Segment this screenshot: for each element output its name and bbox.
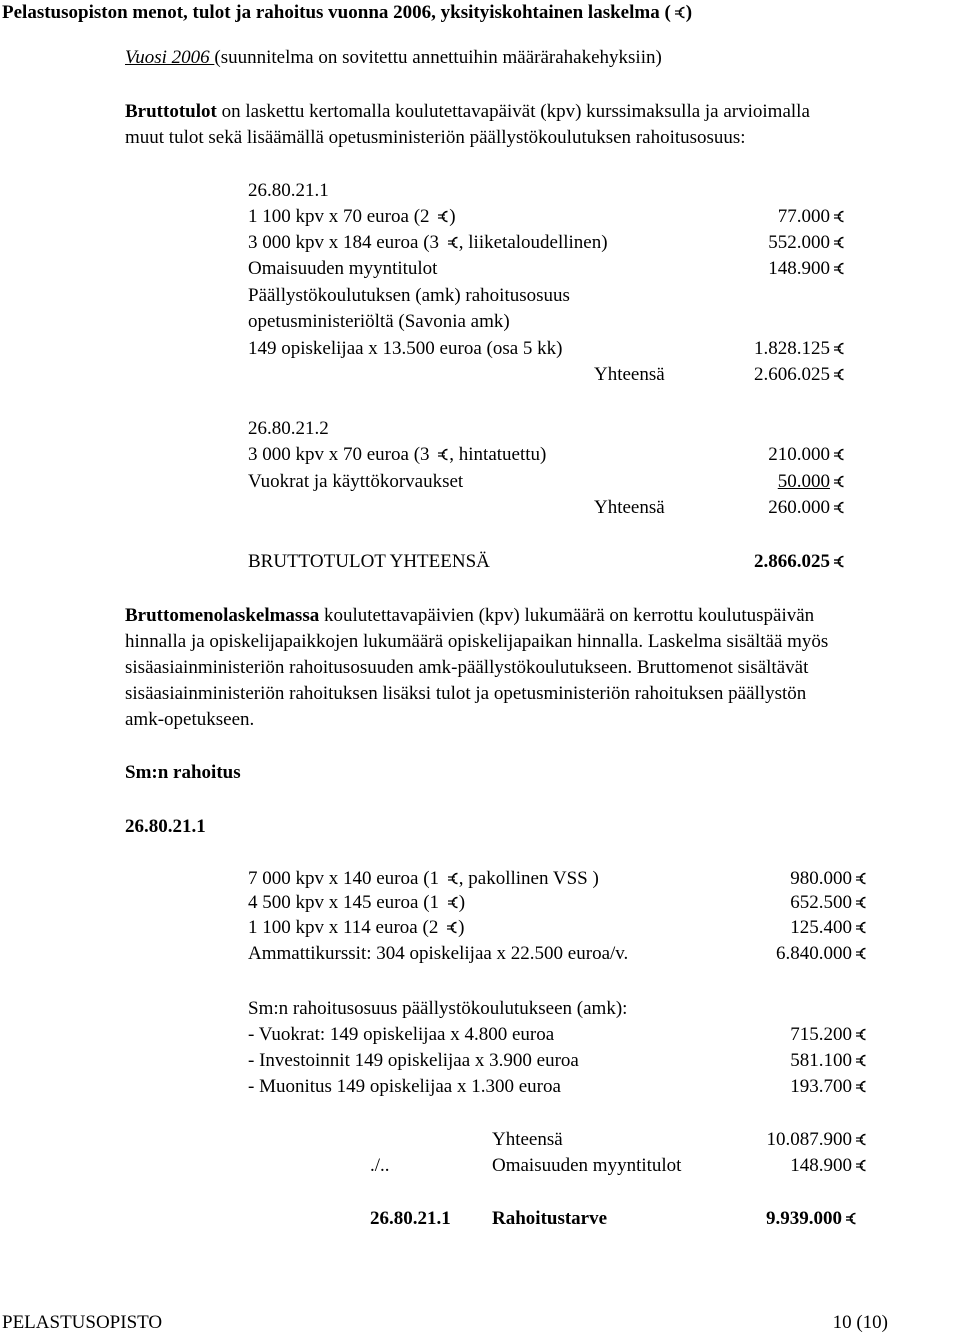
euro-icon — [448, 871, 459, 886]
expense-row-value: 6.840.000 — [776, 943, 867, 965]
share-row-value: 581.100 — [790, 1050, 867, 1072]
account-code: 26.80.21.1 — [248, 180, 329, 201]
euro-icon — [856, 871, 867, 886]
subtotal-value: 2.606.025 — [754, 364, 845, 386]
euro-icon — [856, 946, 867, 961]
euro-icon — [834, 235, 845, 250]
expense-line-3: sisäasiainministeriön rahoitusosuuden amk-päällystökoulutukseen. Bruttomenot sisältävät — [125, 657, 809, 678]
euro-icon — [856, 1027, 867, 1042]
income-row-label: 3 000 kpv x 184 euroa (3 , liiketaloudellinen) — [248, 232, 608, 253]
page-title: Pelastusopiston menot, tulot ja rahoitus vuonna 2006, yksityiskohtainen laskelma ( ) — [2, 2, 693, 23]
euro-icon — [834, 500, 845, 515]
income-row-value: 148.900 — [768, 258, 845, 280]
income-row-value: 50.000 — [778, 471, 845, 493]
expense-row-label: 1 100 kpv x 114 euroa (2 ) — [248, 917, 465, 938]
euro-icon — [438, 209, 449, 224]
income-row-label: 3 000 kpv x 70 euroa (3 , hintatuettu) — [248, 444, 547, 465]
deduction-label: Omaisuuden myyntitulot — [492, 1155, 682, 1176]
euro-icon — [448, 895, 459, 910]
share-heading: Sm:n rahoitusosuus päällystökoulutukseen (amk): — [248, 998, 628, 1019]
euro-icon — [834, 447, 845, 462]
euro-icon — [438, 447, 449, 462]
euro-icon — [834, 367, 845, 382]
euro-icon — [448, 235, 459, 250]
total-value: 10.087.900 — [767, 1129, 868, 1151]
euro-icon — [834, 474, 845, 489]
gross-total-value: 2.866.025 — [754, 551, 845, 573]
income-row-value: 77.000 — [778, 206, 845, 228]
euro-icon — [856, 920, 867, 935]
share-row-value: 193.700 — [790, 1076, 867, 1098]
share-row-label: - Vuokrat: 149 opiskelijaa x 4.800 euroa — [248, 1024, 555, 1045]
subtotal-value: 260.000 — [768, 497, 845, 519]
euro-icon — [856, 895, 867, 910]
intro-line-2: muut tulot sekä lisäämällä opetusministeriön päällystökoulutuksen rahoitusosuus: — [125, 127, 746, 148]
year-line: Vuosi 2006 (suunnitelma on sovitettu annettuihin määrärahakehyksiin) — [125, 47, 662, 68]
euro-icon — [856, 1132, 867, 1147]
income-multiline-label-2: opetusministeriöltä (Savonia amk) — [248, 311, 510, 332]
income-row-label: 1 100 kpv x 70 euroa (2 ) — [248, 206, 456, 227]
need-value: 9.939.000 — [766, 1208, 857, 1230]
footer-left: PELASTUSOPISTO — [2, 1312, 163, 1333]
euro-icon — [834, 209, 845, 224]
total-label: Yhteensä — [492, 1129, 563, 1150]
expense-row-label: Ammattikurssit: 304 opiskelijaa x 22.500 euroa/v. — [248, 943, 629, 964]
expense-line-2: hinnalla ja opiskelijapaikkojen lukumäärä opiskelijapaikan hinnalla. Laskelma sisältää myös — [125, 631, 829, 652]
euro-icon — [856, 1079, 867, 1094]
intro-line-1: Bruttotulot on laskettu kertomalla koulutettavapäivät (kpv) kurssimaksulla ja arvioimalla — [125, 101, 810, 122]
need-code: 26.80.21.1 — [370, 1208, 451, 1229]
share-row-label: - Muonitus 149 opiskelijaa x 1.300 euroa — [248, 1076, 561, 1097]
page-number: 10 (10) — [832, 1312, 888, 1333]
income-row-label: Vuokrat ja käyttökorvaukset — [248, 471, 464, 492]
minus-mark: ./.. — [370, 1155, 390, 1176]
euro-icon — [856, 1053, 867, 1068]
income-row-value: 1.828.125 — [754, 338, 845, 360]
share-row-value: 715.200 — [790, 1024, 867, 1046]
expense-line-5: amk-opetukseen. — [125, 709, 255, 730]
euro-icon — [834, 341, 845, 356]
gross-total-label: BRUTTOTULOT YHTEENSÄ — [248, 551, 490, 572]
subtotal-label: Yhteensä — [594, 497, 665, 518]
euro-icon — [834, 261, 845, 276]
expense-row-value: 980.000 — [790, 868, 867, 890]
income-row-value: 210.000 — [768, 444, 845, 466]
share-row-label: - Investoinnit 149 opiskelijaa x 3.900 euroa — [248, 1050, 579, 1071]
expense-line-1: Bruttomenolaskelmassa koulutettavapäivien (kpv) lukumäärä on kerrottu koulutuspäivän — [125, 605, 815, 626]
account-code: 26.80.21.2 — [248, 418, 329, 439]
income-multiline-label-3: 149 opiskelijaa x 13.500 euroa (osa 5 kk) — [248, 338, 563, 359]
income-row-label: Omaisuuden myyntitulot — [248, 258, 438, 279]
need-label: Rahoitustarve — [492, 1208, 608, 1229]
expense-row-label: 4 500 kpv x 145 euroa (1 ) — [248, 892, 466, 913]
account-code: 26.80.21.1 — [125, 816, 206, 837]
euro-icon — [447, 920, 458, 935]
euro-icon — [675, 5, 686, 20]
expense-row-value: 652.500 — [790, 892, 867, 914]
euro-icon — [856, 1158, 867, 1173]
subtotal-label: Yhteensä — [594, 364, 665, 385]
euro-icon — [834, 554, 845, 569]
expense-row-label: 7 000 kpv x 140 euroa (1 , pakollinen VSS ) — [248, 868, 599, 889]
deduction-value: 148.900 — [790, 1155, 867, 1177]
euro-icon — [846, 1211, 857, 1226]
income-multiline-label-1: Päällystökoulutuksen (amk) rahoitusosuus — [248, 285, 570, 306]
income-row-value: 552.000 — [768, 232, 845, 254]
expense-line-4: sisäasiainministeriön rahoituksen lisäksi tulot ja opetusministeriön rahoituksen päällystön — [125, 683, 807, 704]
expense-row-value: 125.400 — [790, 917, 867, 939]
section-heading: Sm:n rahoitus — [125, 762, 241, 783]
